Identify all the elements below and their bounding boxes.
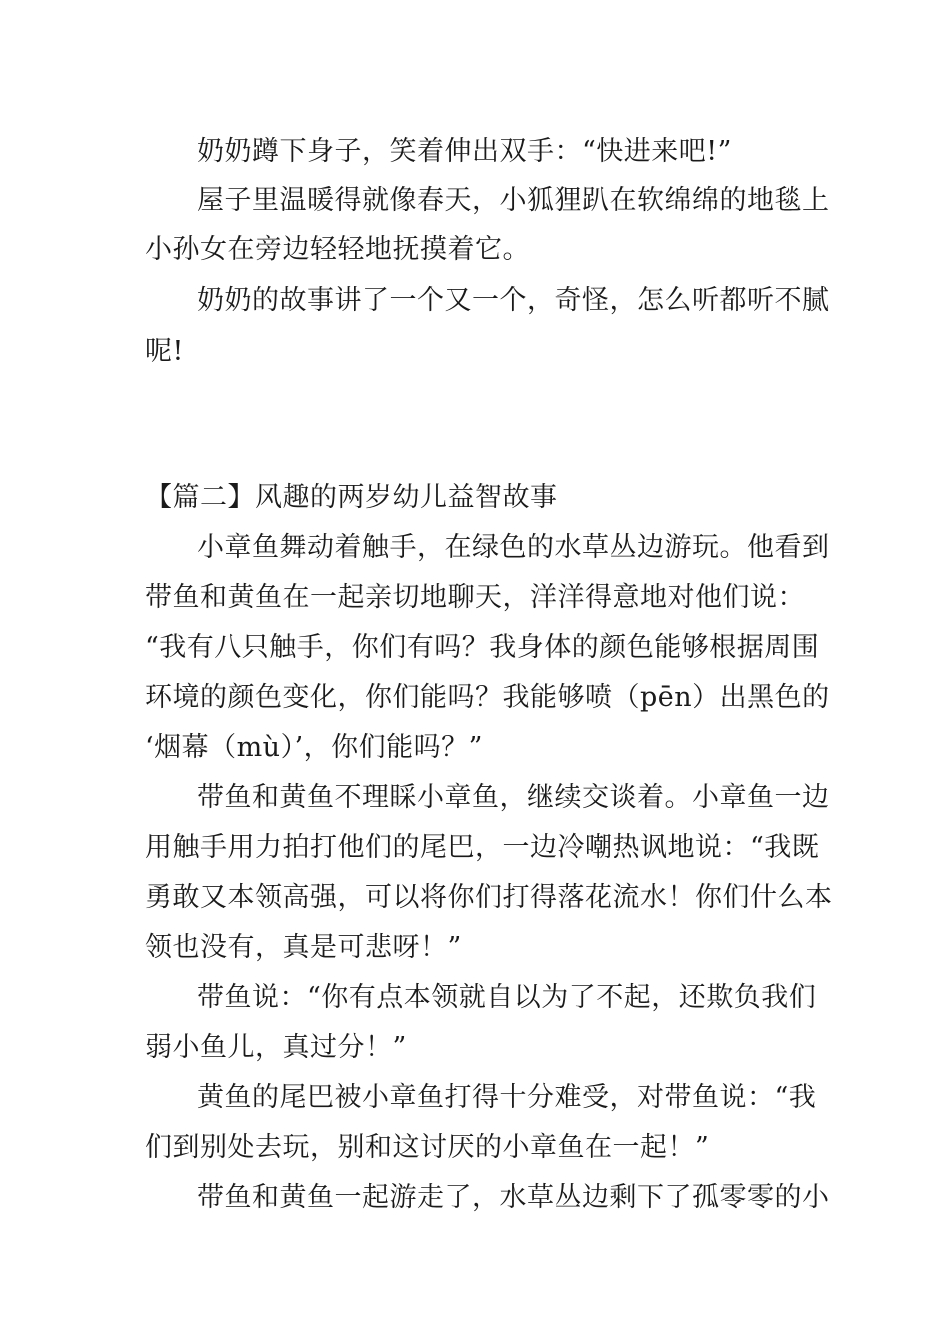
paragraph-line: 环境的颜色变化，你们能吗？我能够喷（pēn）出黑色的 xyxy=(145,682,830,713)
paragraph-line: 小章鱼舞动着触手，在绿色的水草丛边游玩。他看到 xyxy=(197,532,830,563)
section-heading: 【篇二】风趣的两岁幼儿益智故事 xyxy=(145,482,558,513)
paragraph-line: 黄鱼的尾巴被小章鱼打得十分难受，对带鱼说：“我 xyxy=(197,1082,817,1113)
paragraph-line: 带鱼和黄鱼在一起亲切地聊天，洋洋得意地对他们说： xyxy=(145,582,805,613)
paragraph-line: 用触手用力拍打他们的尾巴，一边冷嘲热讽地说：“我既 xyxy=(145,832,820,863)
paragraph-line: 奶奶蹲下身子，笑着伸出双手：“快进来吧!” xyxy=(197,136,732,167)
paragraph-line: 带鱼说：“你有点本领就自以为了不起，还欺负我们 xyxy=(197,982,817,1013)
paragraph-line: 奶奶的故事讲了一个又一个，奇怪，怎么听都听不腻 xyxy=(197,285,830,316)
paragraph-line: 们到别处去玩，别和这讨厌的小章鱼在一起！” xyxy=(145,1132,710,1163)
paragraph-line: 呢! xyxy=(145,336,184,367)
paragraph-line: 领也没有，真是可悲呀！” xyxy=(145,932,462,963)
paragraph-line: 小孙女在旁边轻轻地抚摸着它。 xyxy=(145,234,530,265)
paragraph-line: “我有八只触手，你们有吗？我身体的颜色能够根据周围 xyxy=(145,632,820,663)
paragraph-line: 带鱼和黄鱼不理睬小章鱼，继续交谈着。小章鱼一边 xyxy=(197,782,830,813)
paragraph-line: ‘烟幕（mù）’，你们能吗？” xyxy=(145,732,483,763)
paragraph-line: 勇敢又本领高强，可以将你们打得落花流水！你们什么本 xyxy=(145,882,833,913)
paragraph-line: 带鱼和黄鱼一起游走了，水草丛边剩下了孤零零的小 xyxy=(197,1182,830,1213)
paragraph-line: 弱小鱼儿，真过分！” xyxy=(145,1032,407,1063)
paragraph-line: 屋子里温暖得就像春天，小狐狸趴在软绵绵的地毯上 xyxy=(197,185,830,216)
